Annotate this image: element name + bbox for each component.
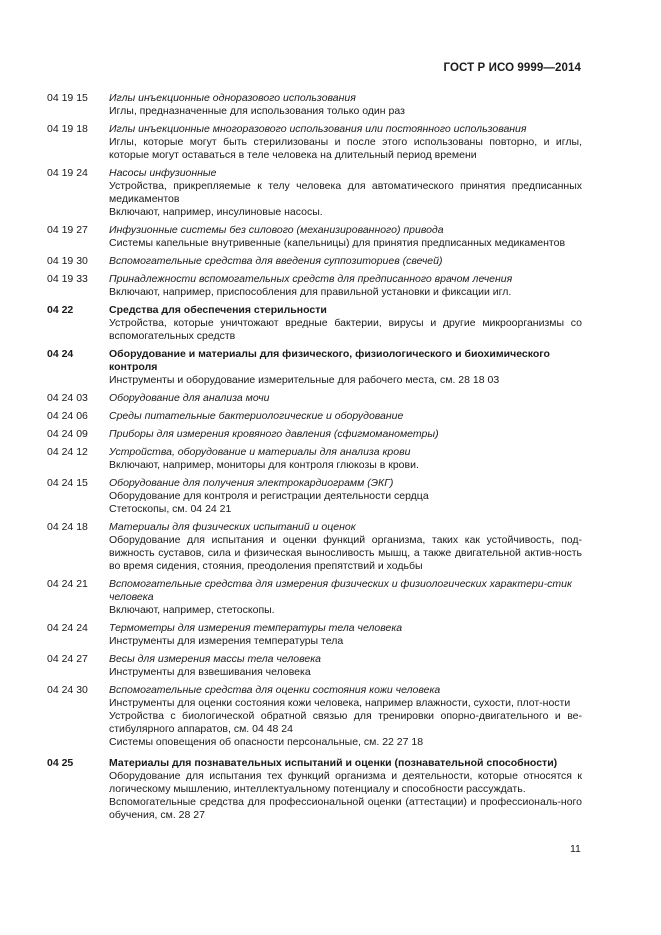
entry-title: Иглы инъекционные многоразового использования или постоянного использования bbox=[109, 123, 527, 135]
entry-title: Иглы инъекционные одноразового использования bbox=[109, 92, 356, 104]
entry-code: 04 24 09 bbox=[47, 428, 88, 440]
entry-04-24-12 bbox=[47, 446, 582, 472]
entry-title: Весы для измерения массы тела человека bbox=[109, 653, 322, 665]
entry-title: Среды питательные бактериологические и оборудование bbox=[109, 410, 404, 422]
entry-code: 04 24 30 bbox=[47, 684, 88, 696]
entry-description: Системы капельные внутривенные (капельницы) для принятия предписанных медикаментов bbox=[109, 237, 566, 249]
entry-code: 04 24 12 bbox=[47, 446, 88, 458]
entry-description: Иглы, предназначенные для использования только один раз bbox=[109, 105, 405, 117]
entry-title: Вспомогательные средства для измерения физических и физиологических характери-стик человека bbox=[109, 578, 572, 603]
entry-04-22 bbox=[47, 304, 582, 343]
entry-04-24-06 bbox=[47, 410, 582, 423]
entry-description: Включают, например, приспособления для правильной установки и фиксации игл. bbox=[109, 286, 512, 298]
entry-04-19-33 bbox=[47, 273, 582, 299]
classification-list bbox=[47, 92, 582, 827]
entry-description: Включают, например, мониторы для контроля глюкозы в крови. bbox=[109, 459, 419, 471]
entry-cross-reference: Вспомогательные средства для профессиональной оценки (аттестации) и профессиональ-ного обучения, см. 28 27 bbox=[109, 796, 582, 821]
entry-title: Инфузионные системы без силового (механизированного) привода bbox=[109, 224, 444, 236]
entry-description: Иглы, которые могут быть стерилизованы и после этого использованы повторно, и иглы, которые могут оставаться в теле человека на длительный период времени bbox=[109, 136, 582, 161]
entry-code: 04 24 21 bbox=[47, 578, 88, 590]
entry-code: 04 19 18 bbox=[47, 123, 88, 135]
entry-description: Инструменты и оборудование измерительные для рабочего места, см. 28 18 03 bbox=[109, 374, 500, 386]
entry-title: Оборудование для анализа мочи bbox=[109, 392, 270, 404]
entry-04-24-24 bbox=[47, 622, 582, 648]
entry-code: 04 19 27 bbox=[47, 224, 88, 236]
entry-title: Термометры для измерения температуры тела человека bbox=[109, 622, 403, 634]
entry-code: 04 24 bbox=[47, 348, 74, 360]
entry-description: Инструменты для взвешивания человека bbox=[109, 666, 311, 678]
entry-title: Материалы для физических испытаний и оценок bbox=[109, 521, 356, 533]
entry-description: Включают, например, стетоскопы. bbox=[109, 604, 275, 616]
entry-title: Устройства, оборудование и материалы для анализа крови bbox=[109, 446, 411, 458]
entry-code: 04 19 30 bbox=[47, 255, 88, 267]
entry-code: 04 24 24 bbox=[47, 622, 88, 634]
entry-cross-reference: Устройства с биологической обратной связью для тренировки опорно-двигательного и ве-стибулярного аппаратов, см. 04 48 24 bbox=[109, 710, 582, 735]
entry-04-19-15 bbox=[47, 92, 582, 118]
entry-04-24-21 bbox=[47, 578, 582, 617]
entry-code: 04 19 24 bbox=[47, 167, 88, 179]
entry-description: Устройства, прикрепляемые к телу человека для автоматического принятия предписанных медикаментов bbox=[109, 180, 582, 205]
entry-04-19-24 bbox=[47, 167, 582, 219]
entry-04-19-27 bbox=[47, 224, 582, 250]
entry-note: Включают, например, инсулиновые насосы. bbox=[109, 206, 323, 218]
entry-title: Вспомогательные средства для оценки состояния кожи человека bbox=[109, 684, 441, 696]
page-number: 11 bbox=[570, 843, 581, 855]
entry-cross-reference: Стетоскопы, см. 04 24 21 bbox=[109, 503, 232, 515]
entry-code: 04 25 bbox=[47, 757, 74, 769]
entry-description: Оборудование для испытания тех функций организма и деятельности, которые относятся к логическому мышлению, интеллектуальному потенциалу и способности рассуждать. bbox=[109, 770, 582, 795]
entry-title: Оборудование и материалы для физического, физиологического и биохимического контроля bbox=[109, 348, 550, 373]
entry-description: Устройства, которые уничтожают вредные бактерии, вирусы и другие микроорганизмы со вспомогательных средств bbox=[109, 317, 582, 342]
entry-04-25 bbox=[47, 757, 582, 822]
entry-cross-reference: Системы оповещения об опасности персональные, см. 22 27 18 bbox=[109, 736, 424, 748]
entry-description: Оборудование для испытания и оценки функций организма, таких как устойчивость, под-вижность суставов, сила и физическая выносливость мышц, а также двигательной актив-ность во время сидения, стояния, преодоления препятствий и ходьбы bbox=[109, 534, 582, 572]
entry-04-24-15 bbox=[47, 477, 582, 516]
entry-04-24 bbox=[47, 348, 582, 387]
entry-title: Насосы инфузионные bbox=[109, 167, 217, 179]
entry-04-19-30 bbox=[47, 255, 582, 268]
document-header: ГОСТ Р ИСО 9999—2014 bbox=[443, 62, 581, 74]
entry-code: 04 19 15 bbox=[47, 92, 88, 104]
entry-code: 04 24 03 bbox=[47, 392, 88, 404]
entry-title: Принадлежности вспомогательных средств для предписанного врачом лечения bbox=[109, 273, 513, 285]
entry-04-24-18 bbox=[47, 521, 582, 573]
entry-04-19-18 bbox=[47, 123, 582, 162]
entry-04-24-03 bbox=[47, 392, 582, 405]
entry-code: 04 24 18 bbox=[47, 521, 88, 533]
entry-title: Средства для обеспечения стерильности bbox=[109, 304, 327, 316]
entry-title: Оборудование для получения электрокардиограмм (ЭКГ) bbox=[109, 477, 394, 489]
entry-code: 04 24 06 bbox=[47, 410, 88, 422]
entry-description: Инструменты для оценки состояния кожи человека, например влажности, сухости, плот-ности bbox=[109, 697, 571, 709]
entry-title: Материалы для познавательных испытаний и оценки (познавательной способности) bbox=[109, 757, 558, 769]
entry-04-24-27 bbox=[47, 653, 582, 679]
entry-code: 04 24 15 bbox=[47, 477, 88, 489]
entry-description: Инструменты для измерения температуры тела bbox=[109, 635, 344, 647]
entry-code: 04 19 33 bbox=[47, 273, 88, 285]
entry-04-24-30 bbox=[47, 684, 582, 749]
entry-04-24-09 bbox=[47, 428, 582, 441]
entry-title: Вспомогательные средства для введения суппозиториев (свечей) bbox=[109, 255, 443, 267]
entry-description: Оборудование для контроля и регистрации деятельности сердца bbox=[109, 490, 429, 502]
entry-code: 04 22 bbox=[47, 304, 74, 316]
entry-title: Приборы для измерения кровяного давления (сфигмоманометры) bbox=[109, 428, 439, 440]
entry-code: 04 24 27 bbox=[47, 653, 88, 665]
